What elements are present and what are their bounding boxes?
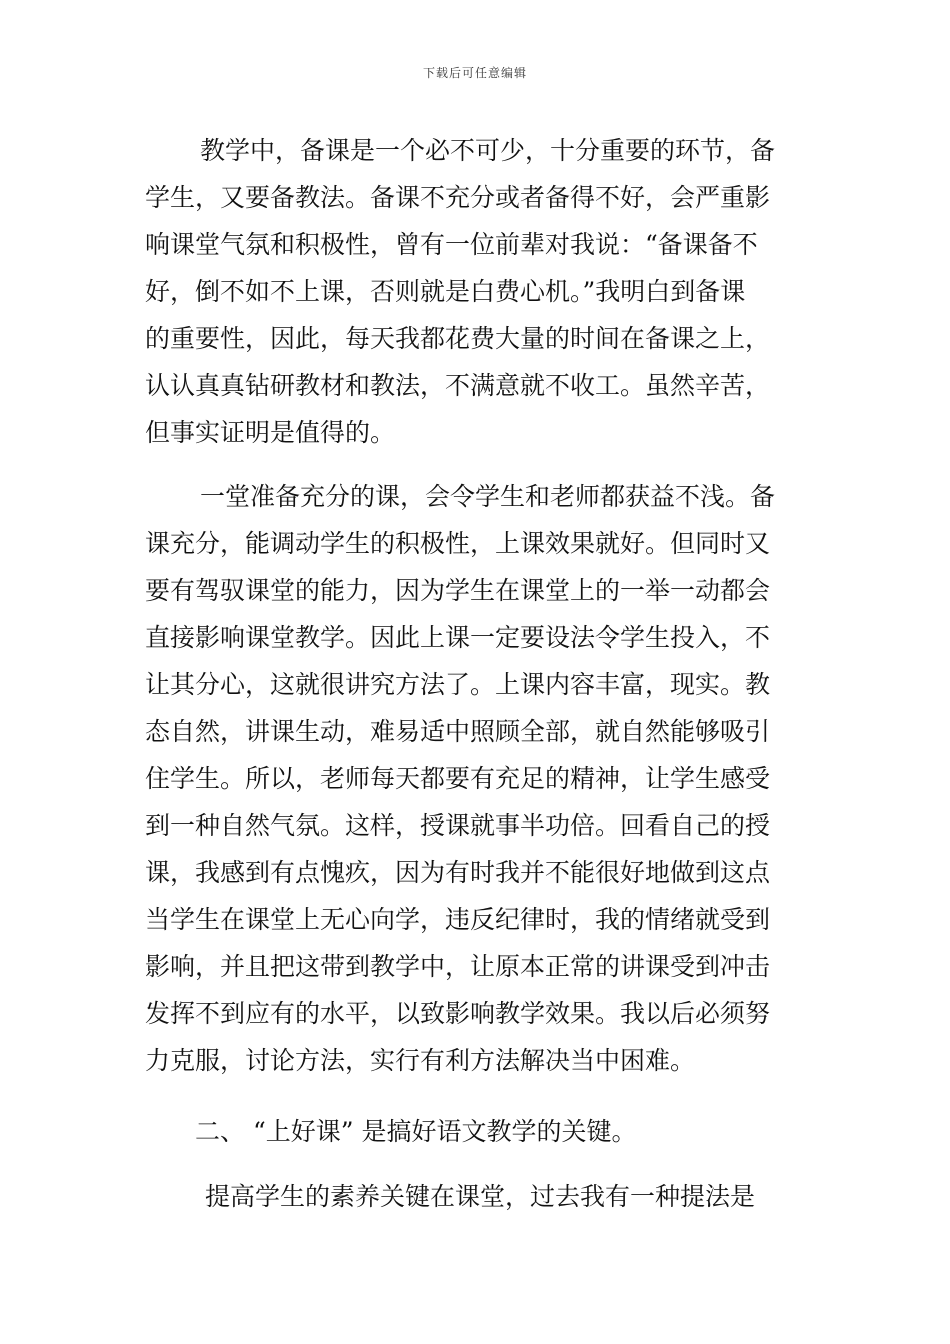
text-line-7: 但事实证明是值得的。 bbox=[145, 418, 396, 447]
text-line-8: 一堂准备充分的课，会令学生和老师都获益不浅。备 bbox=[200, 482, 776, 511]
text-line-12: 让其分心，这就很讲究方法了。上课内容丰富，现实。教 bbox=[145, 670, 771, 699]
text-line-20: 力克服，讨论方法，实行有利方法解决当中困难。 bbox=[145, 1046, 696, 1075]
text-line-16: 课，我感到有点愧疚，因为有时我并不能很好地做到这点 bbox=[145, 858, 771, 887]
text-line-13: 态自然，讲课生动，难易适中照顾全部，就自然能够吸引 bbox=[145, 717, 771, 746]
section-heading: 二、 “上好课” 是搞好语文教学的关键。 bbox=[195, 1117, 637, 1146]
text-line-11: 直接影响课堂教学。因此上课一定要设法令学生投入，不 bbox=[145, 623, 771, 652]
text-line-6: 认认真真钻研教材和教法，不满意就不收工。虽然辛苦， bbox=[145, 371, 771, 400]
text-line-2: 学生，又要备教法。备课不充分或者备得不好，会严重影 bbox=[145, 183, 771, 212]
text-line-1: 教学中，备课是一个必不可少，十分重要的环节，备 bbox=[200, 136, 776, 165]
text-line-17: 当学生在课堂上无心向学，违反纪律时，我的情绪就受到 bbox=[145, 905, 771, 934]
text-line-14: 住学生。所以，老师每天都要有充足的精神，让学生感受 bbox=[145, 764, 771, 793]
text-line-9: 课充分，能调动学生的积极性，上课效果就好。但同时又 bbox=[145, 529, 771, 558]
text-line-10: 要有驾驭课堂的能力，因为学生在课堂上的一举一动都会 bbox=[145, 576, 771, 605]
text-line-15: 到一种自然气氛。这样，授课就事半功倍。回看自己的授 bbox=[145, 811, 771, 840]
page-header: 下载后可任意编辑 bbox=[422, 66, 527, 80]
text-line-5: 的重要性，因此，每天我都花费大量的时间在备课之上， bbox=[145, 324, 771, 353]
text-line-3: 响课堂气氛和积极性，曾有一位前辈对我说：“备课备不 bbox=[145, 230, 758, 259]
text-line-22: 提高学生的素养关键在课堂，过去我有一种提法是 bbox=[205, 1182, 756, 1211]
text-line-18: 影响，并且把这带到教学中，让原本正常的讲课受到冲击 bbox=[145, 952, 771, 981]
text-line-4: 好，倒不如不上课，否则就是白费心机。”我明白到备课 bbox=[145, 277, 746, 306]
text-line-19: 发挥不到应有的水平，以致影响教学效果。我以后必须努 bbox=[145, 999, 771, 1028]
